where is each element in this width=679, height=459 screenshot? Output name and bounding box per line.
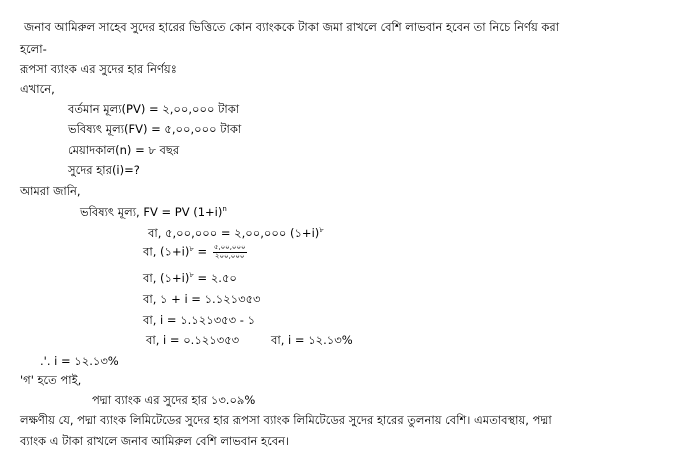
given-interest-rate: সুদের হার(i)=? [68, 163, 140, 177]
step-3-text: বা, (১+i) [143, 271, 190, 285]
section-heading: রূপসা ব্যাংক এর সুদের হার নির্ণয়ঃ [20, 62, 177, 76]
intro-line-1: জনাব আমিরুল সাহেব সুদের হারের ভিত্তিতে কোন ব্যাংককে টাকা জমা রাখলে বেশি লাভবান হবেন তা নিচে নির্ণয় করা [24, 20, 560, 34]
padma-bank-rate: পদ্মা ব্যাংক এর সুদের হার ১৩.০৯% [92, 393, 256, 407]
step-3-rest: = ২.৫০ [193, 271, 237, 285]
conclusion-line-1: লক্ষণীয় যে, পদ্মা ব্যাংক লিমিটেডের সুদের হার রূপসা ব্যাংক লিমিটেডের সুদের হারের তুলনায় বেশি। এমতাবস্থায়, পদ্মা [20, 413, 552, 427]
given-future-value: ভবিষ্যৎ মূল্য(FV) = ৫,০০,০০০ টাকা [68, 122, 242, 136]
step-6b: বা, i = ১২.১৩% [271, 333, 353, 347]
fraction-numerator: ৫,০০,০০০ [213, 243, 246, 251]
intro-line-2: হলো- [20, 42, 47, 56]
step-2-fraction [213, 244, 247, 260]
formula-line [80, 207, 227, 219]
step-2 [143, 244, 247, 260]
fraction-denominator: ২০০,০০০ [214, 251, 245, 260]
step-1-exponent: ৮ [319, 226, 324, 235]
step-5: বা, i = ১.১২১৩৫৩ - ১ [143, 313, 256, 327]
given-present-value: বর্তমান মূল্য(PV) = ২,০০,০০০ টাকা [68, 102, 240, 116]
step-2-exponent: ৮ [189, 244, 194, 253]
result-line: .'. i = ১২.১৩% [40, 354, 119, 368]
formula-exponent: n [222, 205, 227, 214]
step-6a: বা, i = ০.১২১৩৫৩ [146, 333, 240, 347]
step-4: বা, ১ + i = ১.১২১৩৫৩ [143, 292, 261, 306]
we-know-label: আমরা জানি, [20, 184, 81, 198]
step-1 [148, 228, 324, 240]
from-ga-label: 'গ' হতে পাই, [20, 373, 82, 387]
step-3 [143, 273, 237, 285]
formula-text: ভবিষ্যৎ মূল্য, FV = PV (1+i) [80, 205, 223, 219]
step-3-exponent: ৮ [189, 271, 194, 280]
conclusion-line-2: ব্যাংক এ টাকা রাখলে জনাব আমিরুল বেশি লাভবান হবেন। [20, 434, 290, 448]
step-2-text: বা, (১+i) [143, 244, 190, 259]
here-label: এখানে, [20, 82, 55, 96]
step-2-equals: = [193, 244, 208, 259]
step-1-text: বা, ৫,০০,০০০ = ২,০০,০০০ (১+i) [148, 226, 320, 240]
given-period: মেয়াদকাল(n) = ৮ বছর [68, 143, 180, 157]
